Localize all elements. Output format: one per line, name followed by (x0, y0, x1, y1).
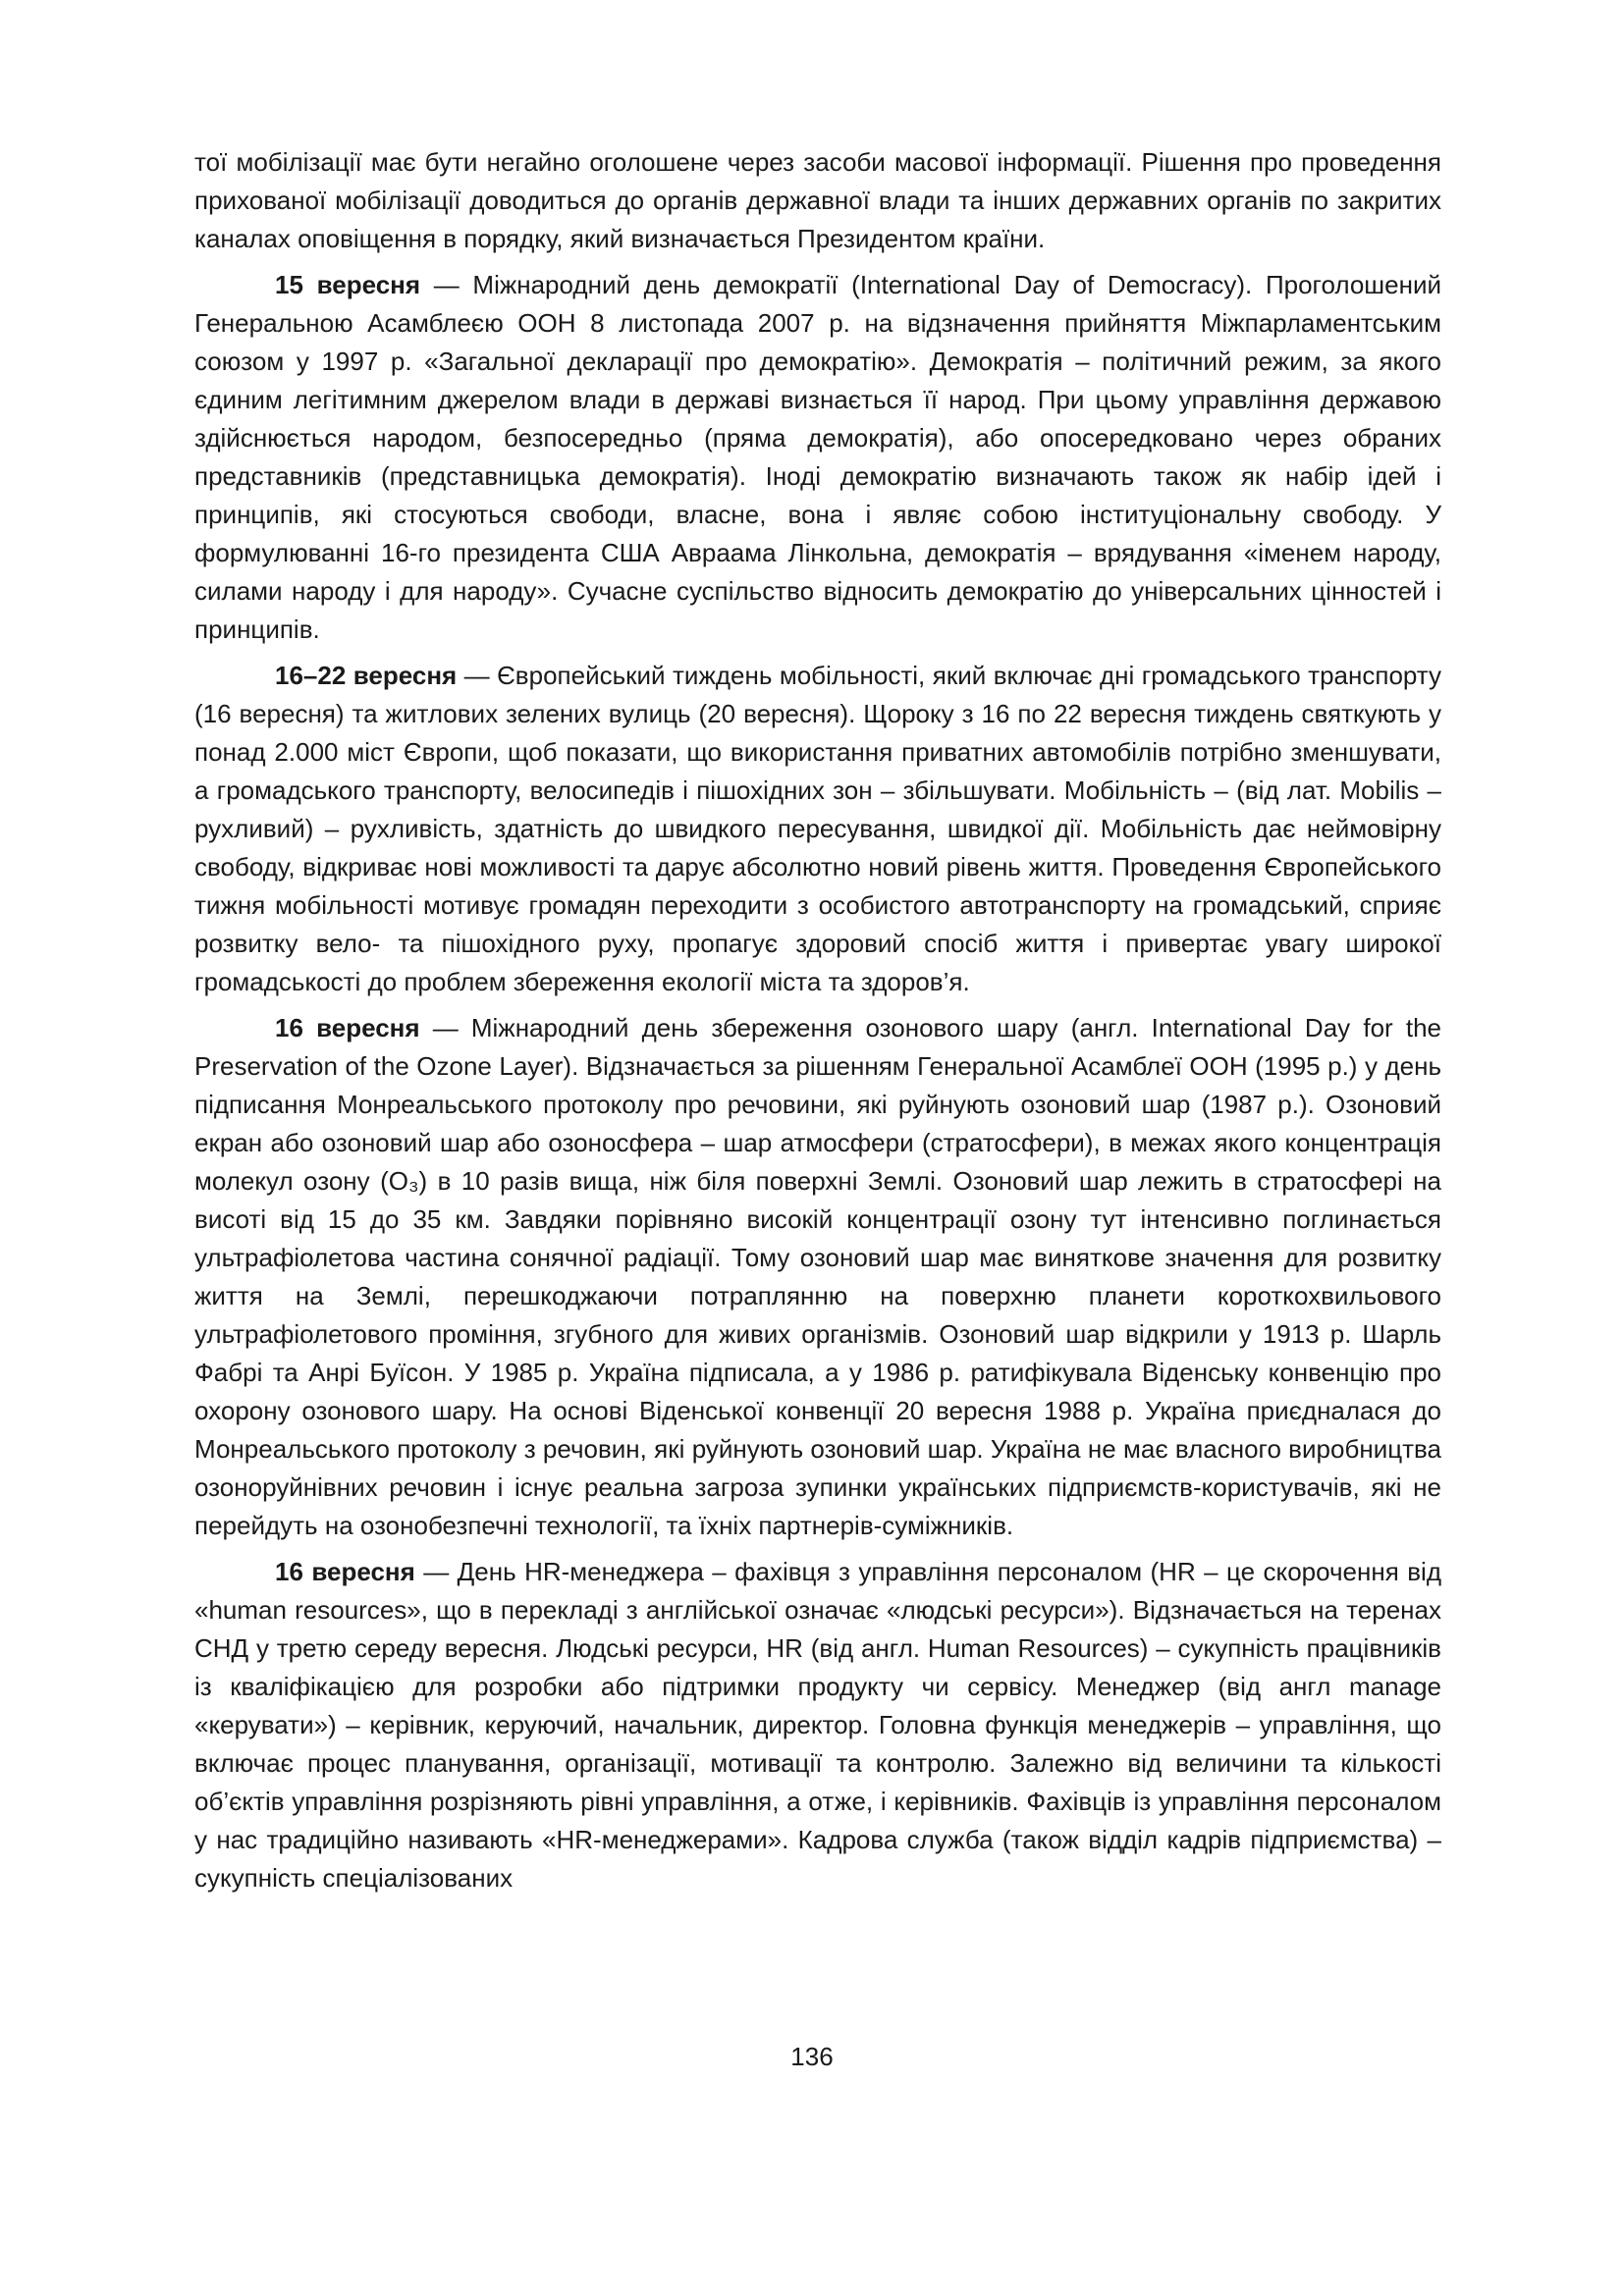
entry-date: 16–22 вересня (275, 661, 458, 690)
paragraph-mobility-week (194, 657, 1441, 1001)
paragraph-text: — Європейський тиждень мобільності, який включає дні громадського транспорту (16 вересня) та житлових зелених вулиць (20 вересня). Щороку з 16 по 22 вересня тиждень святкують у понад 2.000 міст Європи, щоб показати, що використання приватних автомобілів потрібно зменшувати, а громадського транспорту, велосипедів і пішохідних зон – збільшувати. Мобільність – (від лат. Mobilis – рухливий) – рухливість, здатність до швидкого пересування, швидкої дії. Мобільність дає неймовірну свободу, відкриває нові можливості та дарує абсолютно новий рівень життя. Проведення Європейського тижня мобільності мотивує громадян переходити з особистого автотранспорту на громадський, сприяє розвитку вело- та пішохідного руху, пропагує здоровий спосіб життя і привертає увагу широкої громадськості до проблем збереження екології міста та здоров’я. (194, 661, 1441, 996)
paragraph-democracy-day (194, 266, 1441, 649)
entry-date: 16 вересня (275, 1013, 420, 1042)
paragraph-text: — День HR-менеджера – фахівця з управління персоналом (HR – це скорочення від «human resources», що в перекладі з англійської означає «людські ресурси»). Відзначається на теренах СНД у третю середу вересня. Людські ресурси, HR (від англ. Human Resources) – сукупність працівників із кваліфікацією для розробки або підтримки продукту чи сервісу. Менеджер (від англ manage «керувати») – керівник, керуючий, начальник, директор. Головна функція менеджерів – управління, що включає процес планування, організації, мотивації та контролю. Залежно від величини та кількості об’єктів управління розрізняють рівні управління, а отже, і керівників. Фахівців із управління персоналом у нас традиційно називають «HR-менеджерами». Кадрова служба (також відділ кадрів підприємства) – сукупність спеціалізованих (194, 1557, 1441, 1893)
paragraph-mobilization-continuation (194, 143, 1441, 258)
paragraph-text: — Міжнародний день збереження озонового шару (англ. International Day for the Preservation of the Ozone Layer). Відзначається за рішенням Генеральної Асамблеї ООН (1995 р.) у день підписання Монреальського протоколу про речовини, які руйнують озоновий шар (1987 р.). Озоновий екран або озоновий шар або озоносфера – шар атмосфери (стратосфери), в межах якого концентрація молекул озону (O₃) в 10 разів вища, ніж біля поверхні Землі. Озоновий шар лежить в стратосфері на висоті від 15 до 35 км. Завдяки порівняно високій концентрації озону тут інтенсивно поглинається ультрафіолетова частина сонячної радіації. Тому озоновий шар має виняткове значення для розвитку життя на Землі, перешкоджаючи потраплянню на поверхню планети короткохвильового ультрафіолетового проміння, згубного для живих організмів. Озоновий шар відкрили у 1913 р. Шарль Фабрі та Анрі Буїсон. У 1985 р. Україна підписала, а у 1986 р. ратифікувала Віденську конвенцію про охорону озонового шару. На основі Віденської конвенції 20 вересня 1988 р. Україна приєдналася до Монреальського протоколу з речовин, які руйнують озоновий шар. Україна не має власного виробництва озоноруйнівних речовин і існує реальна загроза зупинки українських підприємств-користувачів, які не перейдуть на озонобезпечні технології, та їхніх партнерів-суміжників. (194, 1013, 1441, 1540)
entry-date: 15 вересня (275, 270, 421, 299)
paragraph-text: — Міжнародний день демократії (International Day of Democracy). Проголошений Генеральною Асамблеєю ООН 8 листопада 2007 р. на відзначення прийняття Міжпарламентським союзом у 1997 р. «Загальної декларації про демократію». Демократія – політичний режим, за якого єдиним легітимним джерелом влади в державі визнається її народ. При цьому управління державою здійснюється народом, безпосередньо (пряма демократія), або опосередковано через обраних представників (представницька демократія). Іноді демократію визначають також як набір ідей і принципів, які стосуються свободи, власне, вона і являє собою інституціональну свободу. У формулюванні 16-го президента США Авраама Лінкольна, демократія – врядування «іменем народу, силами народу і для народу». Сучасне суспільство відносить демократію до універсальних цінностей і принципів. (194, 270, 1441, 644)
paragraph-text: тої мобілізації має бути негайно оголошене через засоби масової інформації. Рішення про проведення прихованої мобілізації доводиться до органів державної влади та інших державних органів по закритих каналах оповіщення в порядку, який визначається Президентом країни. (194, 147, 1441, 253)
page-number: 136 (790, 2042, 834, 2071)
paragraph-hr-manager-day (194, 1553, 1441, 1897)
entry-date: 16 вересня (275, 1557, 415, 1586)
paragraph-ozone-day (194, 1009, 1441, 1545)
page-body (194, 143, 1441, 1905)
